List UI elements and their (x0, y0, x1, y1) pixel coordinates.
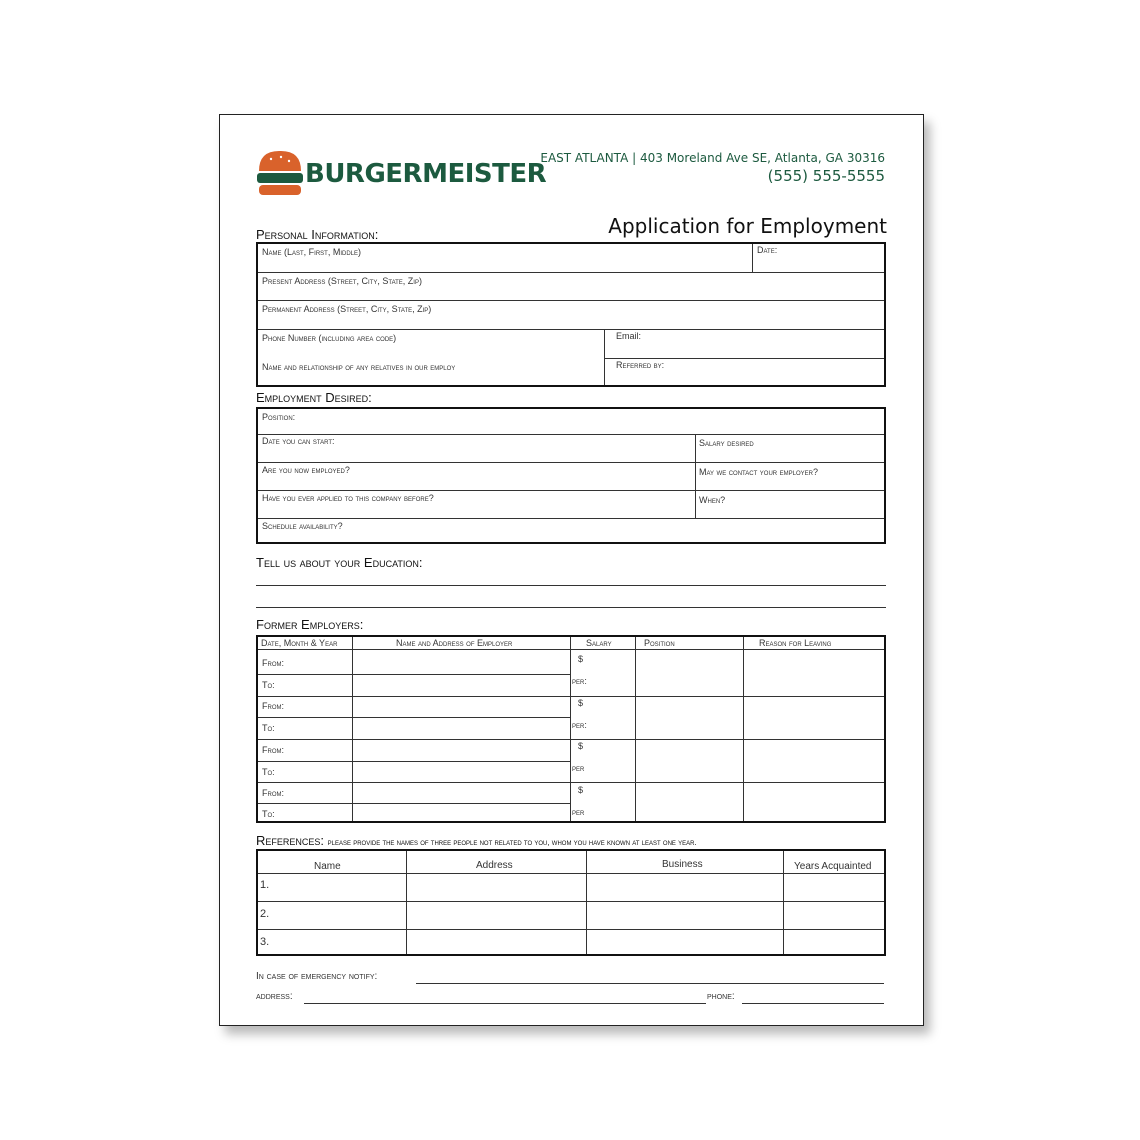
employment-desired-heading: Employment Desired: (256, 390, 372, 405)
ref-row-3[interactable]: 3. (260, 936, 270, 948)
store-phone: (555) 555-5555 (767, 167, 885, 185)
emergency-address-line[interactable] (304, 1003, 706, 1004)
from-label[interactable]: From: (262, 658, 284, 668)
col-reason: Reason for Leaving (759, 638, 832, 648)
store-address (540, 151, 885, 165)
ref-col-years: Years Acquainted (794, 861, 872, 872)
personal-info-heading: Personal Information: (256, 227, 379, 242)
former-employers-table (256, 635, 886, 823)
store-street: 403 Moreland Ave SE, Atlanta, GA 30316 (639, 151, 885, 165)
emergency-phone-label: phone: (707, 991, 735, 1002)
ref-row-2[interactable]: 2. (260, 908, 270, 920)
salary-dollar[interactable]: $ (578, 785, 584, 795)
salary-per[interactable]: per (572, 763, 585, 773)
application-form-page (219, 114, 924, 1026)
salary-per[interactable]: per: (572, 676, 587, 686)
references-heading (256, 833, 697, 848)
emergency-label: In case of emergency notify: (256, 971, 378, 982)
education-heading: Tell us about your Education: (256, 555, 423, 570)
when-field-label[interactable]: When? (699, 495, 726, 505)
col-salary: Salary (586, 638, 612, 648)
from-label[interactable]: From: (262, 788, 284, 798)
salary-per[interactable]: per (572, 807, 585, 817)
to-label[interactable]: To: (262, 723, 275, 733)
date-field-label[interactable]: Date: (757, 245, 778, 255)
to-label[interactable]: To: (262, 809, 275, 819)
name-field-label[interactable]: Name (Last, First, Middle) (262, 247, 362, 257)
relatives-field-label[interactable]: Name and relationship of any relatives in our employ (262, 362, 456, 372)
now-employed-label[interactable]: Are you now employed? (262, 465, 350, 475)
ref-col-business: Business (662, 859, 703, 870)
present-address-label[interactable]: Present Address (Street, City, State, Zip) (262, 276, 422, 286)
ref-col-address: Address (476, 860, 513, 871)
application-title: Application for Employment (608, 214, 887, 238)
to-label[interactable]: To: (262, 767, 275, 777)
schedule-field-label[interactable]: Schedule availability? (262, 521, 343, 531)
brand-name: BURGERMEISTER (305, 159, 547, 189)
to-label[interactable]: To: (262, 680, 275, 690)
position-field-label[interactable]: Position: (262, 412, 296, 422)
col-position: Position (644, 638, 675, 648)
col-date: Date, Month & Year (261, 638, 338, 648)
references-table (256, 849, 886, 956)
salary-per[interactable]: per: (572, 720, 587, 730)
start-date-label[interactable]: Date you can start: (262, 436, 335, 446)
employment-desired-box (256, 407, 886, 544)
salary-dollar[interactable]: $ (578, 741, 584, 751)
former-employers-heading: Former Employers: (256, 617, 364, 632)
salary-dollar[interactable]: $ (578, 654, 584, 664)
ref-row-1[interactable]: 1. (260, 879, 270, 891)
email-field-label[interactable]: Email: (616, 331, 642, 341)
salary-desired-label[interactable]: Salary desired (699, 438, 754, 448)
from-label[interactable]: From: (262, 745, 284, 755)
education-line-2[interactable] (256, 607, 886, 608)
emergency-phone-line[interactable] (742, 1003, 884, 1004)
ref-col-name: Name (314, 861, 341, 872)
personal-info-box (256, 242, 886, 387)
store-location: EAST ATLANTA (540, 151, 629, 165)
education-line-1[interactable] (256, 585, 886, 586)
references-title: References: (256, 833, 325, 848)
salary-dollar[interactable]: $ (578, 698, 584, 708)
phone-field-label[interactable]: Phone Number (including area code) (262, 333, 397, 343)
col-employer: Name and Address of Employer (396, 638, 513, 648)
contact-employer-label[interactable]: May we contact your employer? (699, 467, 818, 477)
applied-before-label[interactable]: Have you ever applied to this company before? (262, 493, 434, 503)
emergency-address-label: address: (256, 991, 293, 1002)
emergency-line[interactable] (416, 983, 884, 984)
from-label[interactable]: From: (262, 701, 284, 711)
permanent-address-label[interactable]: Permanent Address (Street, City, State, Zip) (262, 304, 432, 314)
referred-field-label[interactable]: Referred by: (616, 360, 665, 370)
address-separator: | (632, 151, 640, 165)
references-note: please provide the names of three people not related to you, whom you have known at least one year. (327, 838, 697, 847)
